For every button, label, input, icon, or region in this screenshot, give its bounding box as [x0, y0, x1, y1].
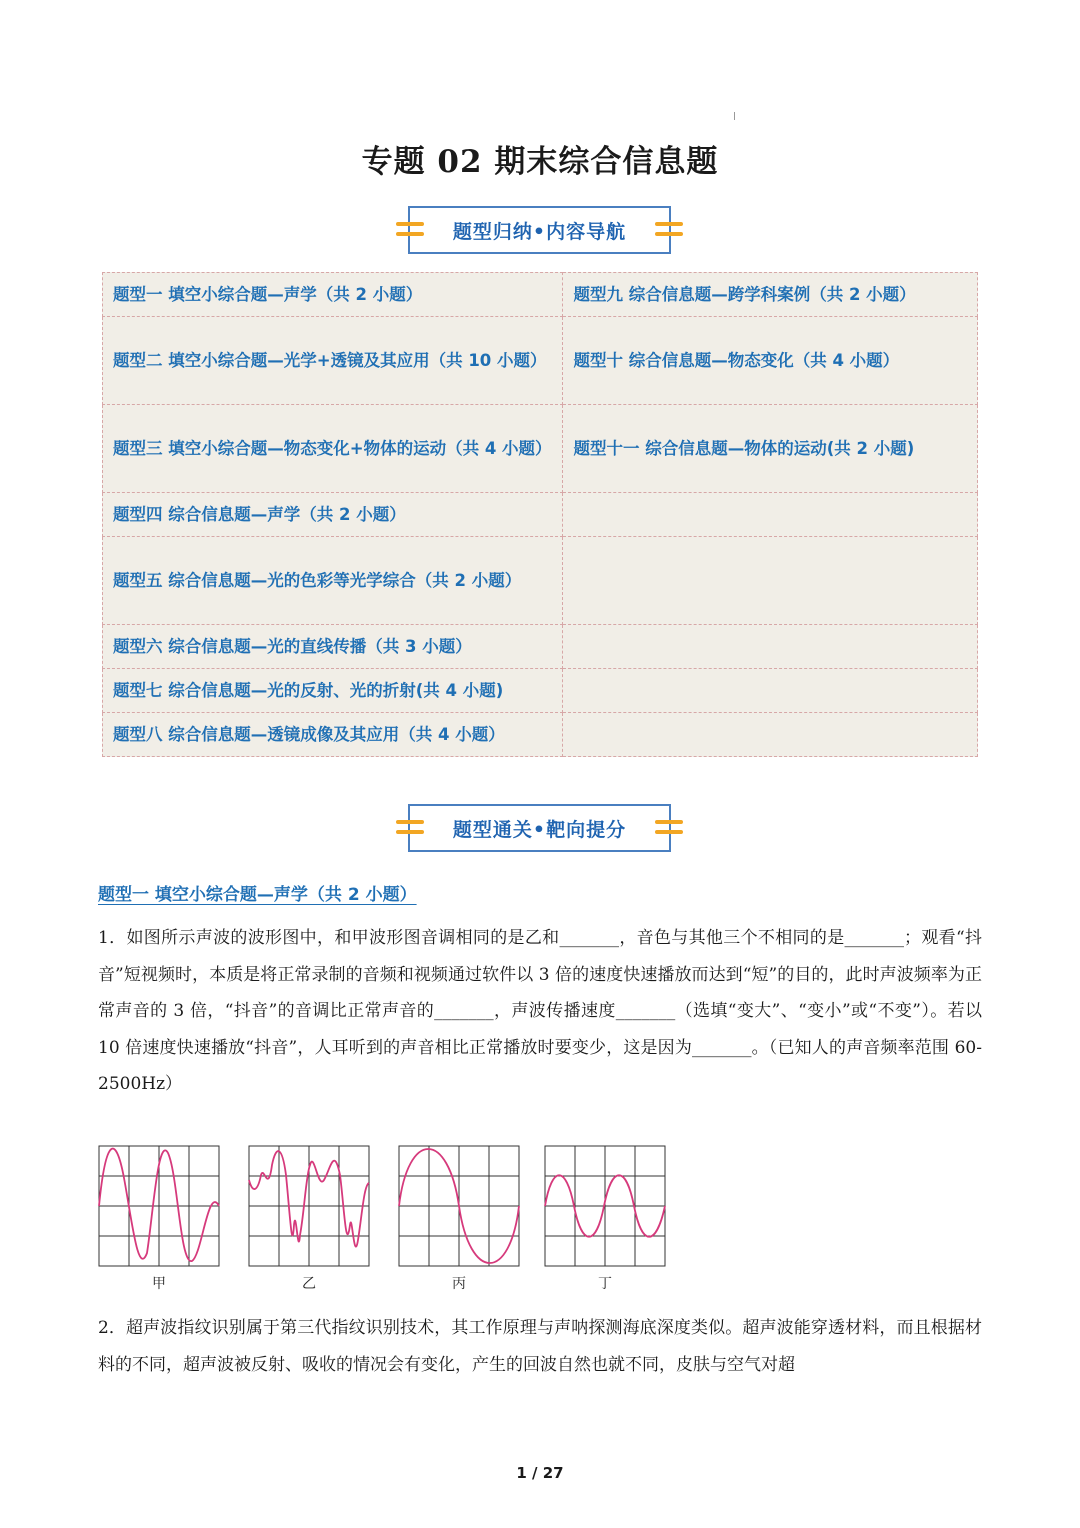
figure-label: 丁 — [598, 1276, 612, 1292]
toc-item[interactable]: 题型二 填空小综合题—光学+透镜及其应用（共 10 小题） — [103, 317, 563, 405]
figure-label: 丙 — [452, 1276, 466, 1292]
toc-table — [102, 272, 978, 757]
toc-item[interactable]: 题型六 综合信息题—光的直线传播（共 3 小题） — [103, 625, 563, 669]
question-2: 2．超声波指纹识别属于第三代指纹识别技术，其工作原理与声呐探测海底深度类似。超声波能穿透材料，而且根据材料的不同，超声波被反射、吸收的情况会有变化，产生的回波自然也就不同，皮肤与空气对超 — [98, 1318, 982, 1375]
waveform-yi — [248, 1145, 370, 1267]
waveform-bing — [398, 1145, 520, 1267]
practice-banner-label: 题型通关•靶向提分 — [452, 818, 627, 841]
toc-banner — [408, 206, 671, 254]
toc-empty-cell — [563, 625, 978, 669]
toc-item[interactable]: 题型十一 综合信息题—物体的运动(共 2 小题) — [563, 405, 978, 493]
figure-label: 甲 — [152, 1276, 166, 1292]
toc-item[interactable]: 题型三 填空小综合题—物态变化+物体的运动（共 4 小题） — [103, 405, 563, 493]
header-mark — [734, 112, 735, 120]
equals-icon — [396, 818, 424, 838]
figure-label: 乙 — [302, 1276, 316, 1292]
page-title: 专题 02 期末综合信息题 — [361, 144, 719, 180]
toc-empty-cell — [563, 713, 978, 757]
toc-item[interactable]: 题型四 综合信息题—声学（共 2 小题） — [103, 493, 563, 537]
toc-item[interactable]: 题型五 综合信息题—光的色彩等光学综合（共 2 小题） — [103, 537, 563, 625]
toc-item[interactable]: 题型一 填空小综合题—声学（共 2 小题） — [103, 273, 563, 317]
toc-item[interactable]: 题型十 综合信息题—物态变化（共 4 小题） — [563, 317, 978, 405]
equals-icon — [655, 220, 683, 240]
waveform-ding — [544, 1145, 666, 1267]
toc-item[interactable]: 题型七 综合信息题—光的反射、光的折射(共 4 小题) — [103, 669, 563, 713]
toc-item[interactable]: 题型九 综合信息题—跨学科案例（共 2 小题） — [563, 273, 978, 317]
question-1: 1．如图所示声波的波形图中，和甲波形图音调相同的是乙和_______，音色与其他三个不相同的是_______；观看“抖音”短视频时，本质是将正常录制的音频和视频通过软件以 3 倍的速度快速播放而达到“短”的目的，此时声波频率为正常声音的 3 倍，“抖音”的音调比正常声音的_______，声波传播速度_______（选填“变大”、“变小”或“不变”）。若以 10 倍速度快速播放“抖音”，人耳听到的声音相比正常播放时要变少，这是因为_______。（已知人的声音频率范围 60-2500Hz） — [98, 928, 982, 1094]
waveform-figures — [98, 1145, 678, 1295]
toc-empty-cell — [563, 537, 978, 625]
equals-icon — [655, 818, 683, 838]
equals-icon — [396, 220, 424, 240]
page-number: 1 / 27 — [516, 1464, 564, 1482]
toc-empty-cell — [563, 669, 978, 713]
toc-banner-label: 题型归纳•内容导航 — [452, 220, 627, 243]
toc-item[interactable]: 题型八 综合信息题—透镜成像及其应用（共 4 小题） — [103, 713, 563, 757]
toc-empty-cell — [563, 493, 978, 537]
practice-banner — [408, 804, 671, 852]
waveform-jia — [98, 1145, 220, 1267]
section-heading: 题型一 填空小综合题—声学（共 2 小题） — [98, 885, 417, 905]
